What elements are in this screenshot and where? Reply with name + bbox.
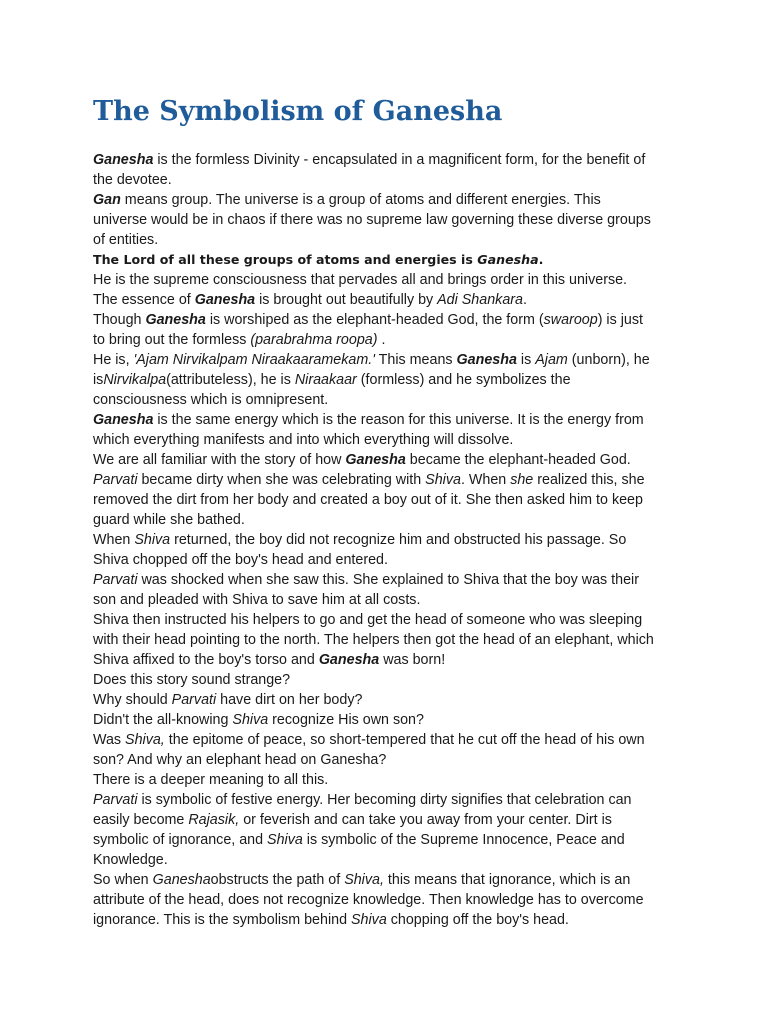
emphasized-text: Gan	[93, 192, 121, 208]
body-text-line	[93, 470, 683, 490]
emphasized-text: Parvati	[171, 692, 217, 708]
emphasized-text: Shiva	[351, 912, 387, 928]
body-text: is worshiped as the elephant-headed God, the form (	[205, 312, 544, 328]
body-text: is	[516, 352, 536, 368]
body-text: is symbolic of festive energy. Her becoming dirty signifies that celebration can	[137, 792, 632, 808]
body-text: Does this story sound strange?	[93, 672, 291, 688]
body-text: to bring out the formless	[93, 332, 251, 348]
emphasized-text: Parvati	[93, 572, 138, 588]
body-text-line	[93, 270, 683, 290]
emphasized-text: Parvati	[93, 792, 138, 808]
body-text: consciousness which is omnipresent.	[93, 392, 329, 408]
body-text-line	[93, 350, 683, 370]
body-text-line	[93, 390, 683, 410]
document-title: The Symbolism of Ganesha	[93, 96, 503, 127]
body-text: . When	[460, 472, 511, 488]
body-text: the epitome of peace, so short-tempered that he cut off the head of his own	[164, 732, 645, 748]
body-text: symbolic of ignorance, and	[93, 832, 268, 848]
body-text-line	[93, 730, 683, 750]
body-text: ignorance. This is the symbolism behind	[93, 912, 352, 928]
body-text: have dirt on her body?	[216, 692, 363, 708]
body-text: is the formless Divinity - encapsulated in a magnificent form, for the benefit of	[153, 152, 646, 168]
emphasized-text: Shiva	[134, 532, 171, 548]
body-text: the devotee.	[93, 172, 172, 188]
emphasized-text: Ganesha	[345, 452, 406, 468]
body-text-line	[93, 610, 683, 630]
body-text: guard while she bathed.	[93, 512, 245, 528]
body-text-line	[93, 890, 683, 910]
body-text-line	[93, 410, 683, 430]
body-text-line	[93, 290, 683, 310]
emphasized-text: Nirvikalpa	[103, 372, 167, 388]
emphasized-text: Ganesha	[152, 872, 211, 888]
body-text: (attributeless), he is	[166, 372, 295, 388]
body-text-line	[93, 230, 683, 250]
emphasized-text: Ganesha	[145, 312, 206, 328]
body-text-line	[93, 650, 683, 670]
body-text-line	[93, 490, 683, 510]
body-text-line	[93, 150, 683, 170]
body-text-line	[93, 330, 683, 350]
body-text: returned, the boy did not recognize him and obstructed his passage. So	[170, 532, 627, 548]
body-text: Didn't the all-knowing	[93, 712, 233, 728]
body-text: .	[377, 332, 386, 348]
body-text-line	[93, 710, 683, 730]
body-text: was shocked when she saw this. She explained to Shiva that the boy was their	[137, 572, 639, 588]
body-text: attribute of the head, does not recognize knowledge. Then knowledge has to overcome	[93, 892, 644, 908]
body-text: means group. The universe is a group of atoms and different energies. This	[120, 192, 601, 208]
emphasized-text: Ganesha	[456, 352, 517, 368]
body-text-line	[93, 770, 683, 790]
body-text: son and pleaded with Shiva to save him at all costs.	[93, 592, 421, 608]
body-text: There is a deeper meaning to all this.	[93, 772, 329, 788]
body-text: Why should	[93, 692, 172, 708]
body-text: (unborn), he	[567, 352, 650, 368]
emphasized-text: Ganesha	[318, 652, 380, 668]
body-text-line	[93, 750, 683, 770]
body-text-line	[93, 790, 683, 810]
body-text-line	[93, 850, 683, 870]
emphasized-text: .	[538, 252, 544, 267]
emphasized-text: Rajasik,	[188, 812, 240, 828]
body-text: was born!	[379, 652, 446, 668]
body-text-line	[93, 370, 683, 390]
body-text: easily become	[93, 812, 189, 828]
body-text: When	[93, 532, 135, 548]
body-text: Shiva chopped off the boy's head and entered.	[93, 552, 388, 568]
body-text: Was	[93, 732, 126, 748]
body-text-line	[93, 870, 683, 890]
body-text: became dirty when she was celebrating with	[137, 472, 426, 488]
body-text: So when	[93, 872, 153, 888]
emphasized-text: Shiva	[232, 712, 269, 728]
body-text: Shiva affixed to the boy's torso and	[93, 652, 319, 668]
body-text: The essence of	[93, 292, 195, 308]
body-text-line	[93, 450, 683, 470]
body-text: is symbolic of the Supreme Innocence, Peace and	[302, 832, 625, 848]
emphasized-text: Ajam	[535, 352, 568, 368]
emphasized-text: Ganesha	[93, 152, 154, 168]
body-text-line	[93, 250, 683, 270]
body-text: this means that ignorance, which is an	[383, 872, 631, 888]
body-text: chopping off the boy's head.	[386, 912, 569, 928]
body-text: obstructs the path of	[210, 872, 345, 888]
emphasized-text: Shiva,	[125, 732, 165, 748]
body-text-line	[93, 550, 683, 570]
emphasized-text: Shiva	[425, 472, 461, 488]
body-text-line	[93, 530, 683, 550]
body-text: which everything manifests and into which everything will dissolve.	[93, 432, 514, 448]
body-text: son? And why an elephant head on Ganesha?	[93, 752, 387, 768]
body-text: of entities.	[93, 232, 159, 248]
body-text-line	[93, 830, 683, 850]
emphasized-text: she	[510, 472, 534, 488]
emphasized-text: Adi Shankara	[437, 292, 523, 308]
body-text-line	[93, 170, 683, 190]
body-text-line	[93, 910, 683, 930]
body-text: removed the dirt from her body and created a boy out of it. She then asked him to keep	[93, 492, 643, 508]
body-text: (formless) and he symbolizes the	[356, 372, 571, 388]
body-text: with their head pointing to the north. The helpers then got the head of an elephant, which	[93, 632, 654, 648]
body-text: is the same energy which is the reason for this universe. It is the energy from	[153, 412, 644, 428]
emphasized-text: swaroop	[543, 312, 598, 328]
body-text-line	[93, 570, 683, 590]
emphasized-text: Parvati	[93, 472, 138, 488]
document-body	[93, 150, 683, 930]
body-text-line	[93, 430, 683, 450]
body-text: or feverish and can take you away from your center. Dirt is	[239, 812, 612, 828]
body-text: This means	[374, 352, 457, 368]
body-text-line	[93, 310, 683, 330]
body-text: realized this, she	[533, 472, 645, 488]
body-text: ) is just	[597, 312, 643, 328]
body-text-line	[93, 510, 683, 530]
body-text: We are all familiar with the story of how	[93, 452, 346, 468]
body-text-line	[93, 690, 683, 710]
emphasized-text: 'Ajam Nirvikalpam Niraakaaramekam.'	[133, 352, 375, 368]
body-text-line	[93, 670, 683, 690]
body-text: universe would be in chaos if there was no supreme law governing these diverse groups	[93, 212, 651, 228]
body-text-line	[93, 810, 683, 830]
body-text: Knowledge.	[93, 852, 168, 868]
emphasized-text: Niraakaar	[294, 372, 357, 388]
emphasized-text: Shiva	[267, 832, 303, 848]
emphasized-text: Ganesha	[194, 292, 256, 308]
body-text-line	[93, 210, 683, 230]
emphasized-text: (parabrahma roopa)	[250, 332, 378, 348]
body-text: became the elephant-headed God.	[405, 452, 631, 468]
emphasized-text: The Lord of all these groups of atoms and energies is	[93, 252, 478, 267]
body-text: is brought out beautifully by	[255, 292, 438, 308]
body-text: Though	[93, 312, 146, 328]
body-text: Shiva then instructed his helpers to go and get the head of someone who was sleeping	[93, 612, 643, 628]
body-text-line	[93, 190, 683, 210]
body-text: He is the supreme consciousness that pervades all and brings order in this universe.	[93, 272, 628, 288]
emphasized-text: Ganesha	[93, 412, 154, 428]
body-text: He is,	[93, 352, 134, 368]
body-text-line	[93, 630, 683, 650]
body-text: is	[93, 372, 104, 388]
body-text: .	[522, 292, 527, 308]
emphasized-text: Ganesha	[477, 252, 539, 267]
body-text: recognize His own son?	[268, 712, 424, 728]
emphasized-text: Shiva,	[344, 872, 384, 888]
body-text-line	[93, 590, 683, 610]
